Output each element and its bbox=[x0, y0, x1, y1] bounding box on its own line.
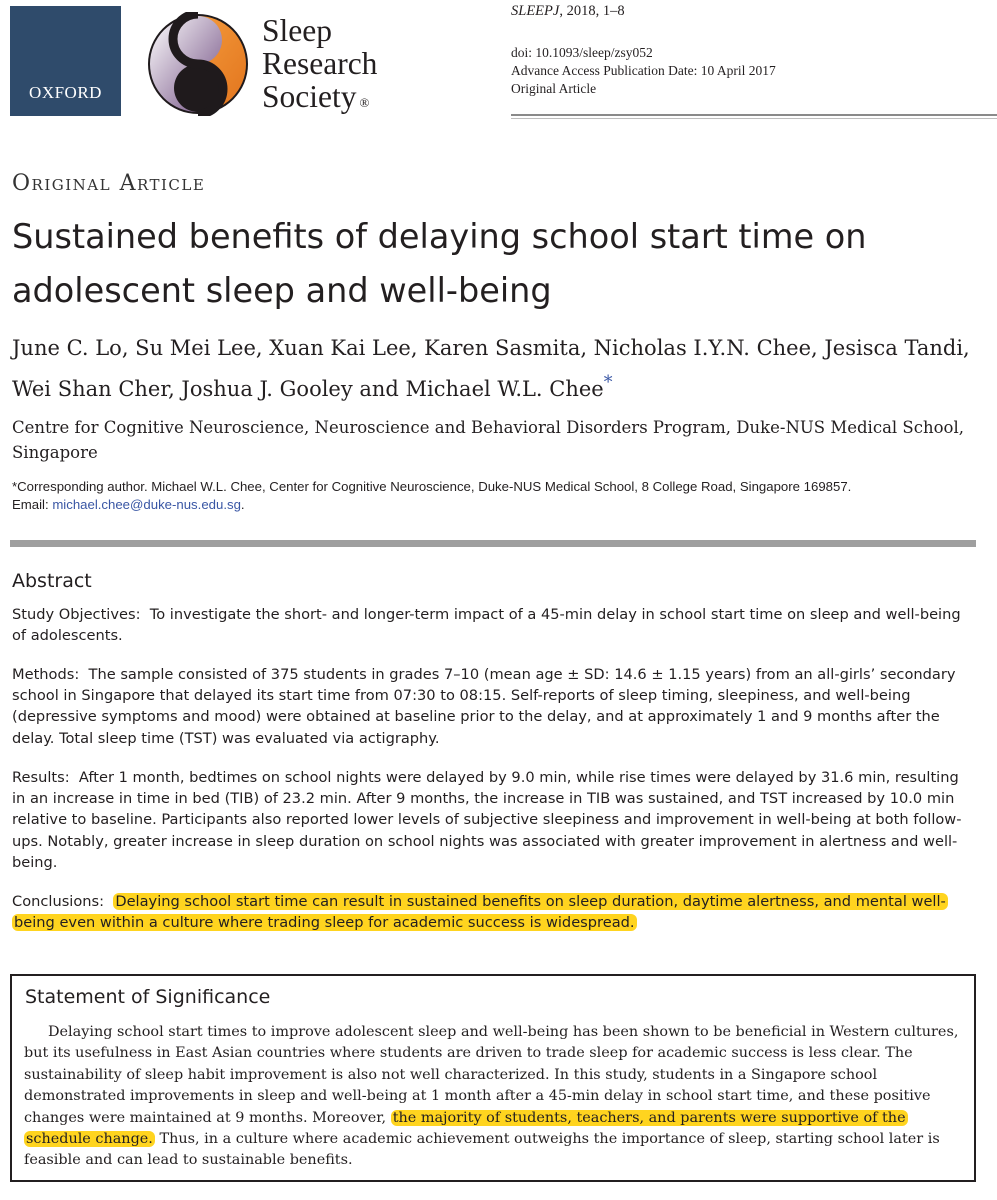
objectives-text: To investigate the short- and longer-term impact of a 45-min delay in school start time on sleep and well-being of adolescents. bbox=[12, 606, 961, 645]
section-divider bbox=[10, 540, 976, 547]
access-date: Advance Access Publication Date: 10 April 2017 bbox=[511, 63, 776, 78]
article-type: Original Article bbox=[12, 171, 206, 196]
corresponding-author-text: *Corresponding author. Michael W.L. Chee, Center for Cognitive Neuroscience, Duke-NUS Medical School, 8 College Road, Singapore 169857. bbox=[12, 479, 852, 494]
statement-of-significance-box bbox=[10, 974, 976, 1182]
affiliation: Centre for Cognitive Neuroscience, Neuroscience and Behavioral Disorders Program, Duke-NUS Medical School, Singapore bbox=[12, 418, 964, 462]
oxford-label: OXFORD bbox=[29, 83, 102, 102]
society-name-line: Research bbox=[262, 46, 378, 81]
corresponding-author-note bbox=[12, 478, 972, 514]
journal-citation bbox=[511, 3, 625, 20]
objectives-label: Study Objectives: bbox=[12, 606, 141, 623]
header-divider-thin bbox=[511, 118, 997, 119]
header-divider bbox=[511, 114, 997, 116]
abstract-heading: Abstract bbox=[12, 570, 92, 592]
authors: June C. Lo, Su Mei Lee, Xuan Kai Lee, Karen Sasmita, Nicholas I.Y.N. Chee, Jesisca Tandi, Wei Shan Cher, Joshua J. Gooley and Michael W.L. Chee bbox=[12, 336, 970, 401]
results-text: After 1 month, bedtimes on school nights were delayed by 9.0 min, while rise times were delayed by 31.6 min, resulting in an increase in time in bed (TIB) of 23.2 min. After 9 months, the increase in TIB was sustained, and TST increased by 10.0 min relative to baseline. Participants also reported lower levels of subjective sleepiness and improvement in well-being at both follow-ups. Notably, greater increase in sleep duration on school nights was associated with greater improvement in alertness and well-being. bbox=[12, 769, 962, 871]
methods-text: The sample consisted of 375 students in grades 7–10 (mean age ± SD: 14.6 ± 1.15 years) from an all-girls’ secondary school in Singapore that delayed its start time from 07:30 to 08:15. Self-reports of sleep timing, sleepiness, and well-being (depressive symptoms and mood) were obtained at baseline prior to the delay, and at approximately 1 and 9 months after the delay. Total sleep time (TST) was evaluated via actigraphy. bbox=[12, 666, 956, 747]
abstract-methods bbox=[12, 664, 972, 749]
conclusions-label: Conclusions: bbox=[12, 893, 105, 910]
sleep-research-society-logo-icon bbox=[146, 12, 250, 116]
abstract-conclusions bbox=[12, 891, 972, 933]
society-name-line: Sleep bbox=[262, 13, 332, 48]
email-label: Email: bbox=[12, 497, 53, 512]
email-link[interactable]: michael.chee@duke-nus.edu.sg bbox=[52, 497, 241, 512]
significance-heading: Statement of Significance bbox=[25, 986, 271, 1008]
methods-label: Methods: bbox=[12, 666, 80, 683]
article-title: Sustained benefits of delaying school start time on adolescent sleep and well-being bbox=[12, 217, 867, 310]
results-label: Results: bbox=[12, 769, 70, 786]
oxford-logo bbox=[10, 6, 121, 116]
registered-mark: ® bbox=[359, 95, 370, 110]
conclusions-text-highlighted: Delaying school start time can result in sustained benefits on sleep duration, daytime alertness, and mental well-being even within a culture where trading sleep for academic success is widespread. bbox=[14, 893, 946, 932]
author-list bbox=[12, 331, 982, 407]
society-name bbox=[262, 14, 377, 113]
significance-text bbox=[24, 1022, 964, 1172]
publication-info bbox=[511, 44, 776, 98]
significance-text-highlighted: the majority of students, teachers, and parents were supportive of the schedule change. bbox=[26, 1109, 906, 1148]
article-type-small: Original Article bbox=[511, 81, 597, 96]
abstract-results bbox=[12, 767, 972, 873]
significance-text-before: Delaying school start times to improve adolescent sleep and well-being has been shown to be beneficial in Western cultures, but its usefulness in East Asian countries where students are driven to trade sleep for academic success is less clear. The sustainability of sleep habit improvement is also not well characterized. In this study, students in a Singapore school demonstrated improvements in sleep and well-being at 1 month after a 45-min delay in school start time, and these positive changes were maintained at 9 months. Moreover, bbox=[24, 1024, 959, 1126]
email-end: . bbox=[240, 497, 245, 512]
abstract-objectives bbox=[12, 604, 972, 646]
significance-text-after: Thus, in a culture where academic achievement outweighs the importance of sleep, starting school later is feasible and can lead to sustainable benefits. bbox=[24, 1131, 940, 1169]
journal-name: SLEEPJ bbox=[511, 3, 560, 19]
society-name-line: Society bbox=[262, 79, 357, 114]
doi: doi: 10.1093/sleep/zsy052 bbox=[511, 45, 653, 60]
citation-details: , 2018, 1–8 bbox=[559, 3, 625, 19]
corresponding-author-mark[interactable]: * bbox=[603, 373, 613, 393]
